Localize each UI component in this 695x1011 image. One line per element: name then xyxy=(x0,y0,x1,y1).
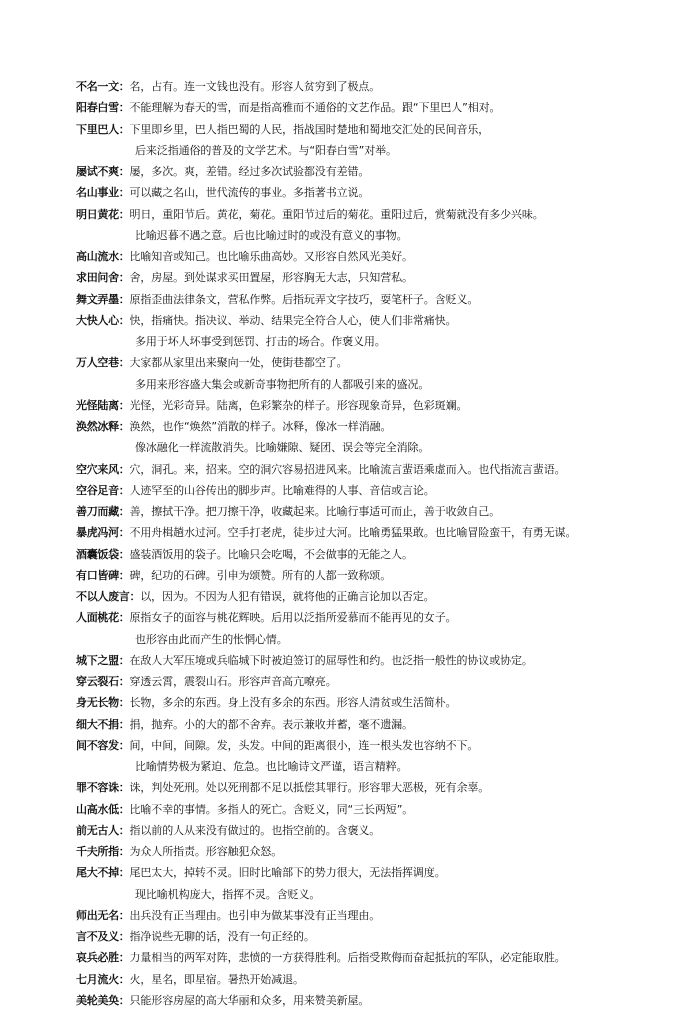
idiom-entry xyxy=(76,820,676,841)
idiom-term: 求田问舍： xyxy=(76,271,130,285)
idiom-term: 城下之盟： xyxy=(76,653,130,667)
idiom-entry xyxy=(76,182,676,203)
idiom-term: 山高水低： xyxy=(76,802,130,816)
idiom-entry xyxy=(76,586,676,607)
idiom-entry xyxy=(76,544,676,565)
idiom-definition: 光怪，光彩奇异。陆离，色彩繁杂的样子。形容现象奇异，色彩斑斓。 xyxy=(129,398,468,412)
idiom-definition: 穴，洞孔。来，招来。空的洞穴容易招进风来。比喻流言蜚语乘虚而入。也代指流言蜚语。 xyxy=(129,462,566,476)
idiom-definition: 比喻不幸的事情。多指人的死亡。含贬义，同“三长两短”。 xyxy=(129,802,414,816)
idiom-definition: 为众人所指责。形容触犯众怒。 xyxy=(129,845,283,858)
idiom-term: 空穴来风： xyxy=(76,462,130,476)
idiom-term: 人面桃花： xyxy=(76,611,130,625)
idiom-entry xyxy=(76,714,676,735)
idiom-entry xyxy=(76,905,676,926)
idiom-entry xyxy=(76,204,676,247)
idiom-term: 美轮美奂： xyxy=(76,993,130,1007)
idiom-term: 名山事业： xyxy=(76,186,130,200)
idiom-definition-continued: 现比喻机构庞大，指挥不灵。含贬义。 xyxy=(135,887,321,901)
idiom-definition: 盛装酒饭用的袋子。比喻只会吃喝，不会做事的无能之人。 xyxy=(129,547,413,561)
idiom-term: 暴虎冯河： xyxy=(76,526,130,540)
idiom-term: 善刀而藏： xyxy=(76,505,130,518)
idiom-definition-continued: 多用于坏人坏事受到惩罚、打击的场合。作褒义用。 xyxy=(135,335,386,348)
idiom-term: 涣然冰释： xyxy=(76,420,130,433)
idiom-definition: 名，占有。连一文钱也没有。形容人贫穷到了极点。 xyxy=(129,80,381,93)
idiom-term: 七月流火： xyxy=(76,972,130,986)
idiom-entry xyxy=(76,990,676,1011)
idiom-definition-continued: 比喻情势极为紧迫、危急。也比喻诗文严谨，语言精粹。 xyxy=(135,760,408,773)
idiom-definition-continued: 像冰融化一样流散消失。比喻嫌隙、疑团、误会等完全消除。 xyxy=(135,441,430,455)
idiom-definition: 诛，判处死刑。处以死刑都不足以抵偿其罪行。形容罪大恶极，死有余辜。 xyxy=(129,781,490,795)
idiom-definition: 捐，抛弃。小的大的都不舍弃。表示兼收并蓄，毫不遗漏。 xyxy=(129,717,413,731)
idiom-term: 尾大不掉： xyxy=(76,866,130,880)
idiom-term: 不以人废言： xyxy=(76,590,141,603)
idiom-definition: 以，因为。不因为人犯有错误，就将他的正确言论加以否定。 xyxy=(140,590,435,603)
idiom-entry xyxy=(76,522,676,543)
idiom-term: 间不容发： xyxy=(76,738,130,752)
idiom-term: 哀兵必胜： xyxy=(76,951,130,965)
idiom-entry xyxy=(76,969,676,990)
idiom-entry xyxy=(76,480,676,501)
idiom-definition-continued: 比喻迟暮不遇之意。后也比喻过时的或没有意义的事物。 xyxy=(135,228,408,242)
idiom-definition: 指净说些无聊的话，没有一句正经的。 xyxy=(129,930,315,943)
idiom-definition: 尾巴太大，掉转不灵。旧时比喻部下的势力很大，无法指挥调度。 xyxy=(129,866,446,880)
idiom-definition: 原指歪曲法律条文，营私作弊。后指玩弄文字技巧，耍笔杆子。含贬义。 xyxy=(129,292,479,306)
idiom-definition: 快，指痛快。指决议、举动、结果完全符合人心，使人们非常痛快。 xyxy=(129,313,457,327)
idiom-definition: 明日，重阳节后。黄花，菊花。重阳节过后的菊花。重阳过后，赏菊就没有多少兴味。 xyxy=(129,207,544,221)
idiom-entry xyxy=(76,310,676,353)
idiom-term: 下里巴人： xyxy=(76,122,130,136)
idiom-entry xyxy=(76,671,676,692)
idiom-term: 罪不容诛： xyxy=(76,781,130,795)
idiom-term: 千夫所指： xyxy=(76,845,130,858)
idiom-term: 屡试不爽： xyxy=(76,165,130,178)
idiom-term: 言不及义： xyxy=(76,930,130,943)
idiom-term: 光怪陆离： xyxy=(76,398,130,412)
idiom-definition: 碑，纪功的石碑。引申为颂赞。所有的人都一致称颂。 xyxy=(129,568,392,582)
idiom-list xyxy=(76,76,676,1011)
idiom-entry xyxy=(76,735,676,778)
idiom-definition: 善，擦拭干净。把刀擦干净，收藏起来。比喻行事适可而止，善于收敛自己。 xyxy=(129,505,501,518)
idiom-entry xyxy=(76,267,676,288)
idiom-definition: 长物，多余的东西。身上没有多余的东西。形容人清贫或生活简朴。 xyxy=(129,696,457,710)
idiom-entry xyxy=(76,352,676,395)
idiom-term: 大快人心： xyxy=(76,313,130,327)
idiom-definition: 间，中间，间隙。发，头发。中间的距离很小，连一根头发也容纳不下。 xyxy=(129,738,479,752)
idiom-definition: 原指女子的面容与桃花辉映。后用以泛指所爱慕而不能再见的女子。 xyxy=(129,611,457,625)
idiom-definition: 涣然，也作“焕然”消散的样子。冰释，像冰一样消融。 xyxy=(129,420,392,433)
idiom-definition: 屡，多次。爽，差错。经过多次试验都没有差错。 xyxy=(129,165,370,178)
idiom-definition: 不用舟楫趟水过河。空手打老虎，徒步过大河。比喻勇猛果敢。也比喻冒险蛮干，有勇无谋。 xyxy=(129,526,577,540)
idiom-entry xyxy=(76,650,676,671)
idiom-entry xyxy=(76,459,676,480)
idiom-entry xyxy=(76,501,676,522)
idiom-definition: 比喻知音或知己。也比喻乐曲高妙。又形容自然风光美好。 xyxy=(129,250,413,263)
idiom-definition: 只能形容房屋的高大华丽和众多，用来赞美新屋。 xyxy=(129,993,370,1007)
idiom-term: 明日黄花： xyxy=(76,207,130,221)
idiom-definition-continued: 后来泛指通俗的普及的文学艺术。与“阳春白雪”对举。 xyxy=(135,143,397,157)
idiom-term: 前无古人： xyxy=(76,823,130,837)
idiom-entry xyxy=(76,76,676,97)
idiom-entry xyxy=(76,565,676,586)
idiom-definition-continued: 也形容由此而产生的怅惘心情。 xyxy=(135,632,288,646)
idiom-entry xyxy=(76,862,676,905)
idiom-entry xyxy=(76,395,676,416)
idiom-definition: 穿透云霄，震裂山石。形容声音高亢嘹亮。 xyxy=(129,675,337,688)
idiom-definition: 人迹罕至的山谷传出的脚步声。比喻难得的人事、音信或言论。 xyxy=(129,483,435,497)
idiom-term: 穿云裂石： xyxy=(76,675,130,688)
idiom-term: 高山流水： xyxy=(76,250,130,263)
idiom-entry xyxy=(76,841,676,862)
idiom-definition: 力量相当的两军对阵，悲愤的一方获得胜利。后指受欺侮而奋起抵抗的军队，必定能取胜。 xyxy=(129,951,566,965)
idiom-entry xyxy=(76,246,676,267)
idiom-term: 空谷足音： xyxy=(76,483,130,497)
idiom-term: 不名一文： xyxy=(76,80,130,93)
idiom-definition: 大家都从家里出来聚向一处，使街巷都空了。 xyxy=(129,356,348,370)
idiom-entry xyxy=(76,97,676,118)
idiom-entry xyxy=(76,777,676,798)
idiom-term: 舞文弄墨： xyxy=(76,292,130,306)
idiom-term: 细大不捐： xyxy=(76,717,130,731)
idiom-term: 有口皆碑： xyxy=(76,568,130,582)
idiom-entry xyxy=(76,289,676,310)
idiom-definition: 指以前的人从来没有做过的。也指空前的。含褒义。 xyxy=(129,823,381,837)
idiom-definition: 不能理解为春天的雪，而是指高雅而不通俗的文艺作品。跟“下里巴人”相对。 xyxy=(129,101,501,115)
idiom-term: 阳春白雪： xyxy=(76,101,130,115)
idiom-entry xyxy=(76,692,676,713)
idiom-definition: 舍，房屋。到处谋求买田置屋，形容胸无大志，只知营私。 xyxy=(129,271,413,285)
idiom-entry xyxy=(76,161,676,182)
idiom-term: 师出无名： xyxy=(76,908,130,922)
idiom-entry xyxy=(76,799,676,820)
idiom-entry xyxy=(76,926,676,947)
idiom-entry xyxy=(76,607,676,650)
idiom-entry xyxy=(76,119,676,162)
idiom-definition: 下里即乡里，巴人指巴蜀的人民，指战国时楚地和蜀地交汇处的民间音乐， xyxy=(129,122,490,136)
idiom-definition: 可以藏之名山，世代流传的事业。多指著书立说。 xyxy=(129,186,370,200)
idiom-term: 酒囊饭袋： xyxy=(76,547,130,561)
idiom-entry xyxy=(76,416,676,459)
idiom-definition-continued: 多用来形容盛大集会或新奇事物把所有的人都吸引来的盛况。 xyxy=(135,377,430,391)
idiom-term: 万人空巷： xyxy=(76,356,130,370)
idiom-definition: 出兵没有正当理由。也引申为做某事没有正当理由。 xyxy=(129,908,381,922)
idiom-term: 身无长物： xyxy=(76,696,130,710)
idiom-definition: 在敌人大军压境或兵临城下时被迫签订的屈辱性和约。也泛指一般性的协议或协定。 xyxy=(129,653,533,667)
idiom-entry xyxy=(76,947,676,968)
idiom-definition: 火，星名，即星宿。暑热开始减退。 xyxy=(129,972,304,986)
